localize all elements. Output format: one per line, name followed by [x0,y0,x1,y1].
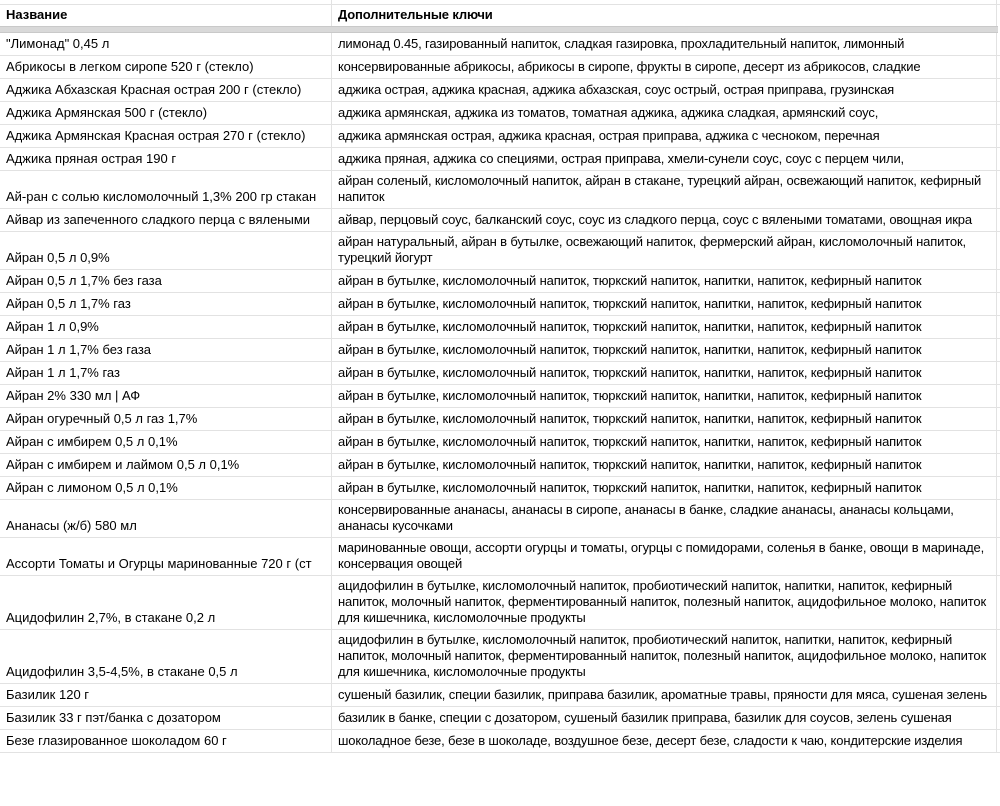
keywords-text: айран в бутылке, кисломолочный напиток, тюркский напиток, напитки, напиток, кефирный напиток [338,457,922,472]
keywords-text: айран соленый, кисломолочный напиток, айран в стакане, турецкий айран, освежающий напиток, кефирный напиток [338,173,982,204]
product-name-cell[interactable] [0,730,332,752]
product-name-cell[interactable] [0,362,332,384]
product-name-text: Айран огуречный 0,5 л газ 1,7% [6,411,198,426]
keywords-cell[interactable] [332,232,997,269]
product-name-cell[interactable] [0,431,332,453]
keywords-cell[interactable] [332,102,997,124]
table-row [0,270,1000,293]
keywords-text: айран в бутылке, кисломолочный напиток, тюркский напиток, напитки, напиток, кефирный напиток [338,296,922,311]
table-row [0,454,1000,477]
table-row [0,362,1000,385]
keywords-text: аджика армянская, аджика из томатов, томатная аджика, аджика сладкая, армянский соус, [338,105,879,120]
product-name-text: Аджика пряная острая 190 г [6,151,177,166]
table-row [0,79,1000,102]
keywords-text: консервированные абрикосы, абрикосы в сиропе, фрукты в сиропе, десерт из абрикосов, сладкие [338,59,921,74]
keywords-cell[interactable] [332,148,997,170]
product-name-cell[interactable] [0,684,332,706]
keywords-text: консервированные ананасы, ананасы в сиропе, ананасы в банке, сладкие ананасы, ананасы кольцами, ананасы кусочками [338,502,954,533]
product-name-text: Ацидофилин 3,5-4,5%, в стакане 0,5 л [6,664,238,679]
product-name-text: Айран с лимоном 0,5 л 0,1% [6,480,178,495]
keywords-text: айран в бутылке, кисломолочный напиток, тюркский напиток, напитки, напиток, кефирный напиток [338,273,922,288]
product-name-text: Аджика Армянская 500 г (стекло) [6,105,208,120]
keywords-cell[interactable] [332,270,997,292]
keywords-cell[interactable] [332,171,997,208]
keywords-cell[interactable] [332,316,997,338]
product-name-text: Абрикосы в легком сиропе 520 г (стекло) [6,59,254,74]
keywords-cell[interactable] [332,500,997,537]
keywords-text: сушеный базилик, специи базилик, приправа базилик, ароматные травы, пряности для мяса, сушеная зелень [338,687,988,702]
product-name-cell[interactable] [0,209,332,231]
keywords-text: айран в бутылке, кисломолочный напиток, тюркский напиток, напитки, напиток, кефирный напиток [338,342,922,357]
keywords-text: аджика острая, аджика красная, аджика абхазская, соус острый, острая приправа, грузинская [338,82,895,97]
product-name-cell[interactable] [0,102,332,124]
column-header-keys-label: Дополнительные ключи [338,7,493,22]
product-name-cell[interactable] [0,630,332,683]
table-body [0,33,1000,753]
keywords-cell[interactable] [332,576,997,629]
keywords-text: айран в бутылке, кисломолочный напиток, тюркский напиток, напитки, напиток, кефирный напиток [338,411,922,426]
keywords-text: айвар, перцовый соус, балканский соус, соус из сладкого перца, соус с вялеными томатами, овощная икра [338,212,972,227]
keywords-cell[interactable] [332,408,997,430]
keywords-text: базилик в банке, специи с дозатором, сушеный базилик приправа, базилик для соусов, зелень сушеная [338,710,952,725]
table-row [0,630,1000,684]
table-row [0,102,1000,125]
table-row [0,171,1000,209]
table-row [0,538,1000,576]
keywords-text: айран в бутылке, кисломолочный напиток, тюркский напиток, напитки, напиток, кефирный напиток [338,365,922,380]
product-name-text: Айран с имбирем 0,5 л 0,1% [6,434,178,449]
product-name-text: Айран 2% 330 мл | АФ [6,388,141,403]
product-name-cell[interactable] [0,339,332,361]
keywords-cell[interactable] [332,293,997,315]
keywords-cell[interactable] [332,630,997,683]
product-name-cell[interactable] [0,79,332,101]
table-row [0,408,1000,431]
keywords-cell[interactable] [332,538,997,575]
product-name-text: Ай-ран с солью кисломолочный 1,3% 200 гр стакан [6,189,317,204]
product-name-text: Айран 1 л 1,7% без газа [6,342,152,357]
product-name-text: Ананасы (ж/б) 580 мл [6,518,137,533]
product-name-text: Аджика Абхазская Красная острая 200 г (стекло) [6,82,302,97]
keywords-cell[interactable] [332,33,997,55]
table-row [0,431,1000,454]
table-row [0,707,1000,730]
product-name-text: Базилик 120 г [6,687,90,702]
product-name-text: Ацидофилин 2,7%, в стакане 0,2 л [6,610,216,625]
keywords-cell[interactable] [332,684,997,706]
keywords-text: аджика пряная, аджика со специями, острая приправа, хмели-сунели соус, соус с перцем чили, [338,151,905,166]
product-name-cell[interactable] [0,56,332,78]
product-name-text: Айран с имбирем и лаймом 0,5 л 0,1% [6,457,240,472]
keywords-cell[interactable] [332,707,997,729]
clipped-cell [332,0,997,4]
product-name-cell[interactable] [0,477,332,499]
table-row [0,500,1000,538]
column-header-name-label: Название [6,7,68,22]
product-name-text: "Лимонад" 0,45 л [6,36,110,51]
keywords-text: маринованные овощи, ассорти огурцы и томаты, огурцы с помидорами, соленья в банке, овощи в маринаде, консервация овощей [338,540,985,571]
keywords-cell[interactable] [332,56,997,78]
product-name-cell[interactable] [0,232,332,269]
table-row [0,293,1000,316]
keywords-cell[interactable] [332,385,997,407]
keywords-text: ацидофилин в бутылке, кисломолочный напиток, пробиотический напиток, напитки, напиток, кефирный напиток, молочный напиток, ферментированный напиток, полезный напиток, ацидофильное молоко, напиток для кишечника, кисломолочные продукты [338,578,987,625]
table-row [0,339,1000,362]
product-name-text: Айран 0,5 л 1,7% газ [6,296,131,311]
product-name-text: Аджика Армянская Красная острая 270 г (стекло) [6,128,306,143]
product-name-cell[interactable] [0,576,332,629]
keywords-cell[interactable] [332,79,997,101]
table-row [0,684,1000,707]
keywords-text: шоколадное безе, безе в шоколаде, воздушное безе, десерт безе, сладости к чаю, кондитерские изделия [338,733,963,748]
keywords-cell[interactable] [332,477,997,499]
product-name-text: Айран 0,5 л 1,7% без газа [6,273,162,288]
product-name-text: Безе глазированное шоколадом 60 г [6,733,227,748]
product-name-cell[interactable] [0,148,332,170]
product-name-text: Айвар из запеченного сладкого перца с вялеными [6,212,311,227]
table-row [0,56,1000,79]
product-name-text: Айран 1 л 0,9% [6,319,99,334]
keywords-text: лимонад 0.45, газированный напиток, сладкая газировка, прохладительный напиток, лимонный [338,36,905,51]
keywords-text: айран в бутылке, кисломолочный напиток, тюркский напиток, напитки, напиток, кефирный напиток [338,434,922,449]
product-name-cell[interactable] [0,454,332,476]
table-row [0,125,1000,148]
product-name-cell[interactable] [0,270,332,292]
keywords-text: айран натуральный, айран в бутылке, освежающий напиток, фермерский айран, кисломолочный напиток, турецкий йогурт [338,234,966,265]
keywords-text: айран в бутылке, кисломолочный напиток, тюркский напиток, напитки, напиток, кефирный напиток [338,388,922,403]
product-name-cell[interactable] [0,385,332,407]
product-name-text: Базилик 33 г пэт/банка с дозатором [6,710,221,725]
frozen-row-separator[interactable] [0,26,998,33]
product-name-cell[interactable] [0,125,332,147]
keywords-cell[interactable] [332,454,997,476]
keywords-cell[interactable] [332,125,997,147]
product-name-cell[interactable] [0,33,332,55]
keywords-cell[interactable] [332,209,997,231]
product-name-cell[interactable] [0,408,332,430]
keywords-text: аджика армянская острая, аджика красная, острая приправа, аджика с чесноком, перечная [338,128,880,143]
table-row [0,148,1000,171]
keywords-cell[interactable] [332,339,997,361]
keywords-cell[interactable] [332,362,997,384]
product-name-text: Айран 1 л 1,7% газ [6,365,120,380]
product-name-cell[interactable] [0,538,332,575]
table-row [0,316,1000,339]
column-header-name[interactable] [0,5,332,26]
keywords-text: ацидофилин в бутылке, кисломолочный напиток, пробиотический напиток, напитки, напиток, кефирный напиток, молочный напиток, ферментированный напиток, полезный напиток, ацидофильное молоко, напиток для кишечника, кисломолочные продукты [338,632,987,679]
keywords-cell[interactable] [332,730,997,752]
keywords-text: айран в бутылке, кисломолочный напиток, тюркский напиток, напитки, напиток, кефирный напиток [338,480,922,495]
clipped-cell [0,0,332,4]
table-row [0,730,1000,753]
header-row [0,5,1000,26]
product-name-text: Айран 0,5 л 0,9% [6,250,110,265]
table-row [0,385,1000,408]
column-header-keys[interactable] [332,5,997,26]
product-name-cell[interactable] [0,293,332,315]
table-row [0,33,1000,56]
keywords-cell[interactable] [332,431,997,453]
product-name-cell[interactable] [0,707,332,729]
table-row [0,209,1000,232]
keywords-text: айран в бутылке, кисломолочный напиток, тюркский напиток, напитки, напиток, кефирный напиток [338,319,922,334]
product-name-text: Ассорти Томаты и Огурцы маринованные 720 г (ст [6,556,312,571]
product-name-cell[interactable] [0,500,332,537]
table-row [0,477,1000,500]
table-row [0,576,1000,630]
product-name-cell[interactable] [0,316,332,338]
product-name-cell[interactable] [0,171,332,208]
table-row [0,232,1000,270]
